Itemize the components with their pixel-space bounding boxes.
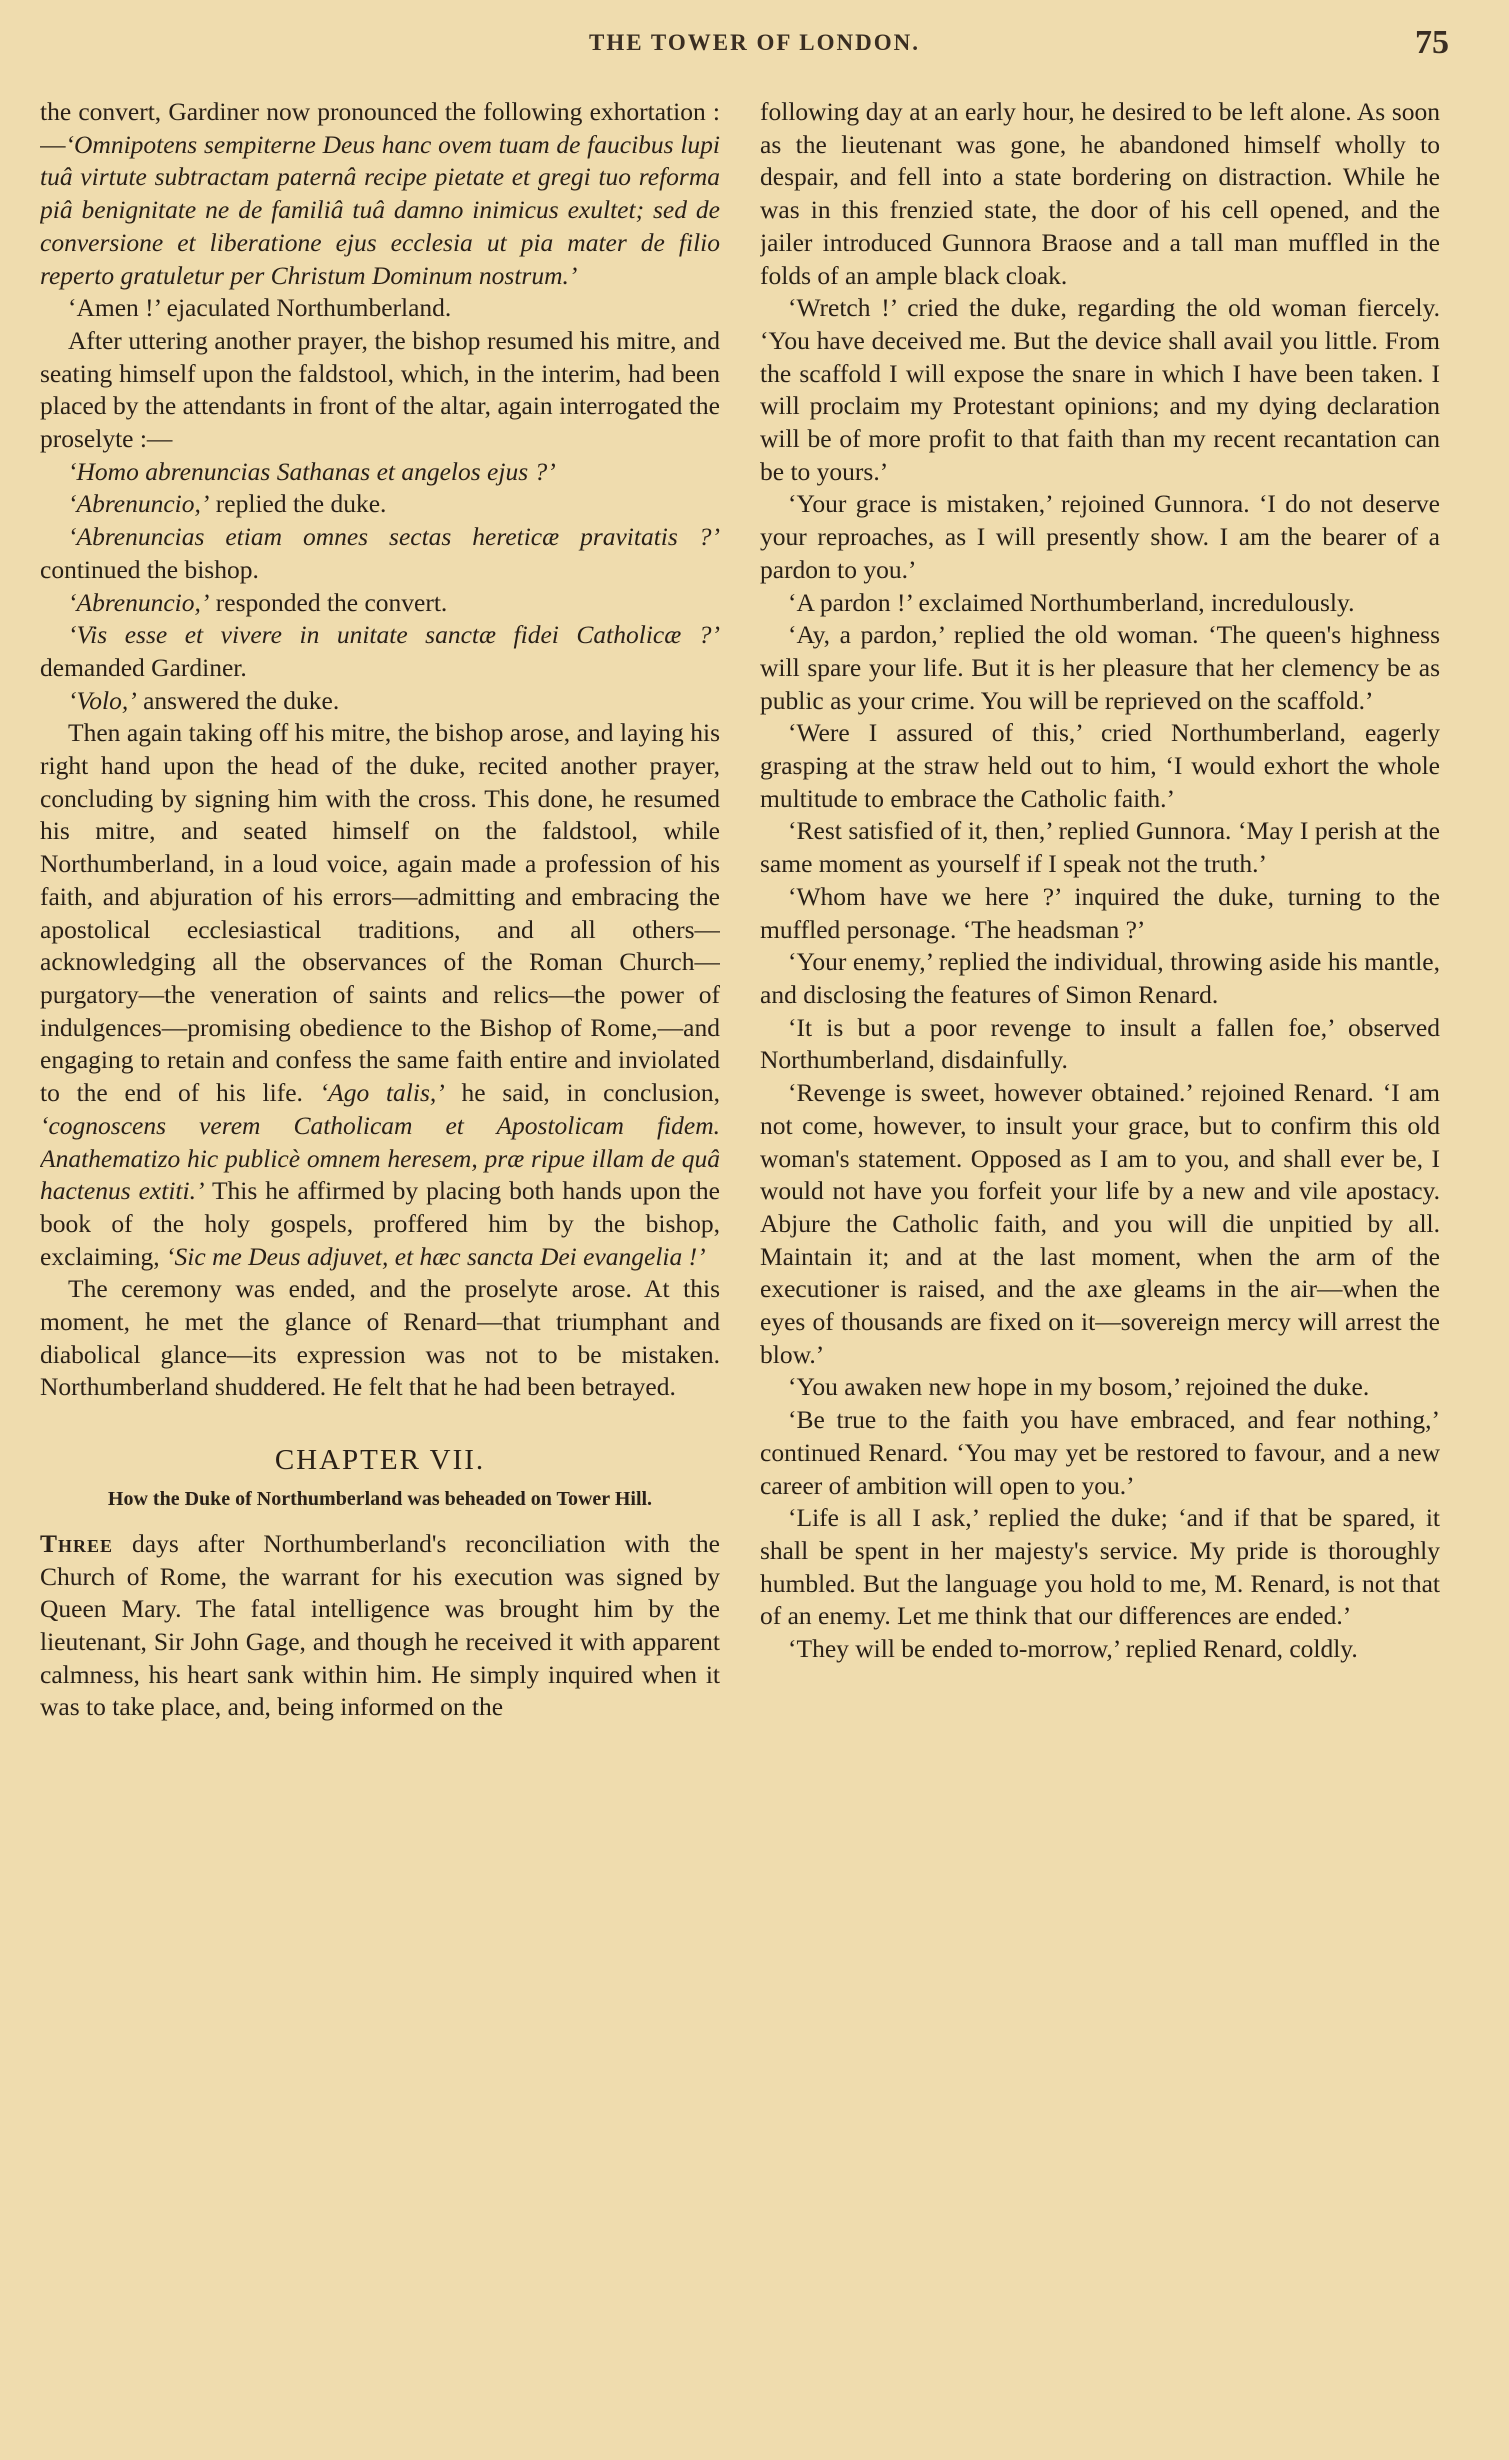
paragraph: ‘Revenge is sweet, however obtained.’ rejoined Renard. ‘I am not come, however, to insult your grace, but to confirm this old woman's statement. Opposed as I am to you, and shall ever be, I would not have you forfeit your life by a new and vile apostacy. Abjure the Catholic faith, and you will die unpitied by all. Maintain it; and at the last moment, when the arm of the executioner is raised, and the axe gleams in the air—when the eyes of thousands are fixed on it—sovereign mercy will arrest the blow.’ [760, 1078, 1440, 1369]
paragraph: the convert, Gardiner now pronounced the following exhortation :—‘Omnipotens sempiterne Deus hanc ovem tuam de faucibus lupi tuâ virtute subtractam paternâ recipe pietate et gregi tuo reforma piâ benignitate ne de familiâ tuâ damno inimicus exultet; sed de conversione et liberatione ejus ecclesia ut pia mater de filio reperto gratuletur per Christum Dominum nostrum.’ [40, 97, 720, 290]
paragraph: ‘Ay, a pardon,’ replied the old woman. ‘The queen's highness will spare your life. But it is her pleasure that her clemency be as public as your crime. You will be reprieved on the scaffold.’ [760, 620, 1440, 715]
paragraph: ‘Your enemy,’ replied the individual, throwing aside his mantle, and disclosing the features of Simon Renard. [760, 947, 1440, 1009]
page-number: 75 [1415, 24, 1449, 61]
right-column [760, 96, 1440, 2451]
paragraph: ‘Were I assured of this,’ cried Northumberland, eagerly grasping at the straw held out to him, ‘I would exhort the whole multitude to embrace the Catholic faith.’ [760, 718, 1440, 813]
paragraph: ‘Abrenuncias etiam omnes sectas hereticæ pravitatis ?’ continued the bishop. [40, 522, 720, 584]
chapter-subtitle: How the Duke of Northumberland was beheaded on Tower Hill. [107, 1487, 653, 1510]
chapter-heading: CHAPTER VII. [274, 1444, 486, 1477]
paragraph: ‘You awaken new hope in my bosom,’ rejoined the duke. [788, 1372, 1370, 1402]
paragraph: ‘They will be ended to-morrow,’ replied Renard, coldly. [788, 1634, 1358, 1664]
paragraph: ‘Abrenuncio,’ replied the duke. [68, 489, 387, 519]
paragraph: The ceremony was ended, and the proselyte arose. At this moment, he met the glance of Renard—that triumphant and diabolical glance—its expression was not to be mistaken. Northumberland shuddered. He felt that he had been betrayed. [40, 1274, 720, 1402]
running-title: THE TOWER OF LONDON. [589, 30, 920, 55]
paragraph: ‘Wretch !’ cried the duke, regarding the old woman fiercely. ‘You have deceived me. But the device shall avail you little. From the scaffold I will expose the snare in which I have been taken. I will proclaim my Protestant opinions; and my dying declaration will be of more profit to that faith than my recent recantation can be to yours.’ [760, 293, 1440, 486]
paragraph: ‘Amen !’ ejaculated Northumberland. [68, 293, 452, 323]
paragraph: Three days after Northumberland's reconciliation with the Church of Rome, the warrant for his execution was signed by Queen Mary. The fatal intelligence was brought him by the lieutenant, Sir John Gage, and though he received it with apparent calmness, his heart sank within him. He simply inquired when it was to take place, and, being informed on the [40, 1528, 720, 1722]
paragraph: ‘Whom have we here ?’ inquired the duke, turning to the muffled personage. ‘The headsman ?’ [760, 881, 1440, 944]
paragraph: ‘Be true to the faith you have embraced, and fear nothing,’ continued Renard. ‘You may yet be restored to favour, and a new career of ambition will open to you.’ [760, 1405, 1440, 1500]
paragraph: ‘Vis esse et vivere in unitate sanctæ fidei Catholicæ ?’ demanded Gardiner. [40, 620, 720, 682]
paragraph: Then again taking off his mitre, the bishop arose, and laying his right hand upon the head of the duke, recited another prayer, concluding by signing him with the cross. This done, he resumed his mitre, and seated himself on the faldstool, while Northumberland, in a loud voice, again made a profession of his faith, and abjuration of his errors—admitting and embracing the apostolical ecclesiastical traditions, and all others—acknowledging all the observances of the Roman Church—purgatory—the veneration of saints and relics—the power of indulgences—promising obedience to the Bishop of Rome,—and engaging to retain and confess the same faith entire and inviolated to the end of his life. ‘Ago talis,’ he said, in conclusion, ‘cognoscens verem Catholicam et Apostolicam fidem. Anathematizo hic publicè omnem heresem, præ ripue illam de quâ hactenus extiti.’ This he affirmed by placing both hands upon the book of the holy gospels, proffered him by the bishop, exclaiming, ‘Sic me Deus adjuvet, et hæc sancta Dei evangelia !’ [40, 718, 720, 1271]
paragraph: ‘Your grace is mistaken,’ rejoined Gunnora. ‘I do not deserve your reproaches, as I will presently show. I am the bearer of a pardon to you.’ [760, 489, 1440, 584]
paragraph: ‘Life is all I ask,’ replied the duke; ‘and if that be spared, it shall be spent in her majesty's service. My pride is thoroughly humbled. But the language you hold to me, M. Renard, is not that of an enemy. Let me think that our differences are ended.’ [760, 1503, 1440, 1631]
paragraph: After uttering another prayer, the bishop resumed his mitre, and seating himself upon the faldstool, which, in the interim, had been placed by the attendants in front of the altar, again interrogated the proselyte :— [40, 325, 720, 454]
paragraph: ‘A pardon !’ exclaimed Northumberland, incredulously. [788, 587, 1355, 617]
paragraph: following day at an early hour, he desired to be left alone. As soon as the lieutenant was gone, he abandoned himself wholly to despair, and fell into a state bordering on distraction. While he was in this frenzied state, the door of his cell opened, and the jailer introduced Gunnora Braose and a tall man muffled in the folds of an ample black cloak. [760, 97, 1440, 290]
paragraph: ‘It is but a poor revenge to insult a fallen foe,’ observed Northumberland, disdainfully. [760, 1012, 1440, 1075]
running-head [0, 22, 1509, 72]
paragraph: ‘Volo,’ answered the duke. [68, 685, 340, 715]
paragraph: ‘Abrenuncio,’ responded the convert. [68, 587, 448, 617]
left-column [40, 96, 720, 2451]
paragraph: ‘Rest satisfied of it, then,’ replied Gunnora. ‘May I perish at the same moment as yourself if I speak not the truth.’ [760, 816, 1440, 879]
paragraph: ‘Homo abrenuncias Sathanas et angelos ejus ?’ [68, 456, 556, 486]
